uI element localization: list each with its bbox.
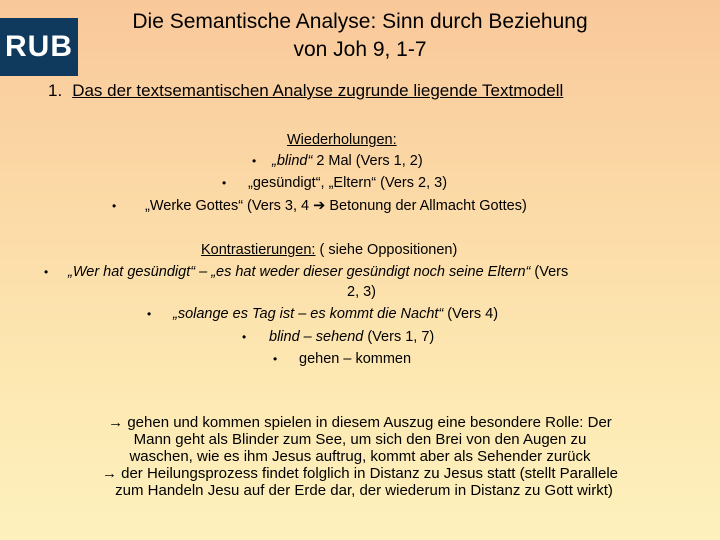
contrast-item-3: blind – sehend (Vers 1, 7) xyxy=(269,329,435,345)
bullet: • xyxy=(147,307,152,321)
heading-number: 1. xyxy=(48,81,63,100)
bullet: • xyxy=(273,352,278,366)
contrasts-label: Kontrastierungen: xyxy=(201,242,316,258)
contrast-item-1: „Wer hat gesündigt“ – „es hat weder dieser gesündigt noch seine Eltern“ (Vers xyxy=(68,264,569,280)
heading-text: Das der textsemantischen Analyse zugrunde liegende Textmodell xyxy=(72,81,564,100)
contrast-item-4: gehen – kommen xyxy=(299,351,412,367)
title-line-1: Die Semantische Analyse: Sinn durch Beziehung xyxy=(132,10,588,33)
bullet: • xyxy=(112,199,117,213)
rub-logo: RUB xyxy=(0,18,78,76)
repetition-item-3: „Werke Gottes“ (Vers 3, 4 ➔ Betonung der Allmacht Gottes) xyxy=(145,198,527,214)
bullet: • xyxy=(222,176,227,190)
conclusion-line-5: zum Handeln Jesu auf der Erde dar, der wiederum in Distanz zu Gott wirkt) xyxy=(115,482,613,499)
bullet: • xyxy=(252,154,257,168)
contrast-item-1-cont: 2, 3) xyxy=(347,284,377,300)
title-line-2: von Joh 9, 1-7 xyxy=(293,38,427,61)
conclusion-line-4: → der Heilungsprozess findet folglich in Distanz zu Jesus statt (stellt Parallele xyxy=(101,465,619,482)
repetition-item-1: „blind“ 2 Mal (Vers 1, 2) xyxy=(272,153,423,169)
conclusion-line-3: waschen, wie es ihm Jesus auftrug, kommt aber als Sehender zurück xyxy=(129,448,591,465)
bullet: • xyxy=(44,265,49,279)
arrow-icon: ➔ xyxy=(313,198,326,214)
conclusion-line-1: → gehen und kommen spielen in diesem Auszug eine besondere Rolle: Der xyxy=(108,414,612,431)
section-heading xyxy=(48,80,563,102)
slide-title xyxy=(60,8,660,64)
contrasts-heading: Kontrastierungen: ( siehe Oppositionen) xyxy=(201,242,458,258)
bullet: • xyxy=(242,330,247,344)
repetitions-label: Wiederholungen: xyxy=(287,132,397,148)
conclusion-line-2: Mann geht als Blinder zum See, um sich den Brei von den Augen zu xyxy=(133,431,587,448)
repetition-item-2: „gesündigt“, „Eltern“ (Vers 2, 3) xyxy=(248,175,448,191)
contrast-item-2: „solange es Tag ist – es kommt die Nacht“ (Vers 4) xyxy=(173,306,499,322)
